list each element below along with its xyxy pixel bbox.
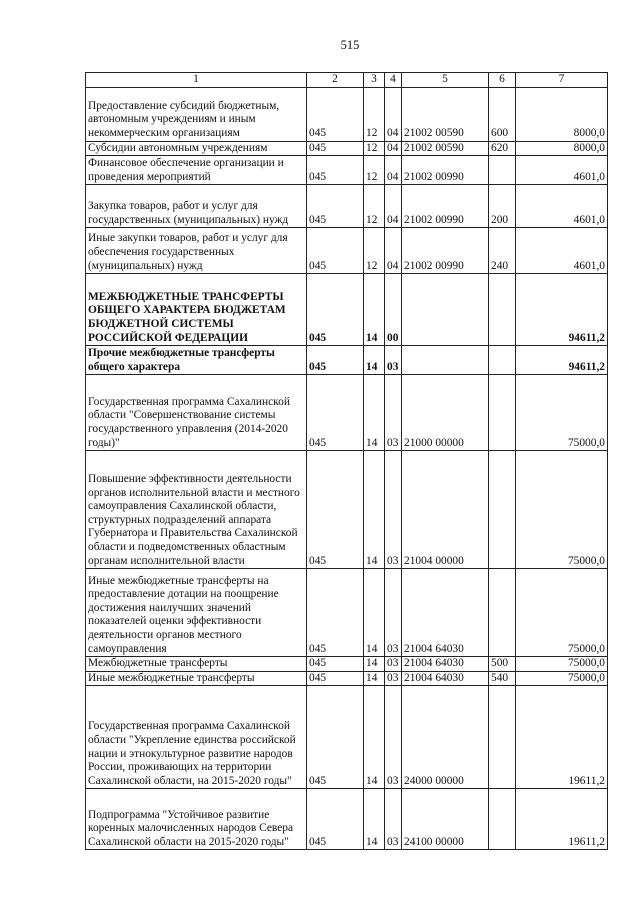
row-name-cell: Предоставление субсидий бюджетным, автономным учреждениям и иным некоммерческим организациям <box>86 87 307 141</box>
section-code-cell: 14 <box>364 451 385 569</box>
target-code-cell: 21004 64030 <box>402 569 489 657</box>
table-row <box>86 228 608 274</box>
table-row <box>86 87 608 141</box>
row-name-cell: Государственная программа Сахалинской области "Совершенствование системы государственного управления (2014-2020 годы)" <box>86 375 307 451</box>
target-code-cell <box>402 346 489 375</box>
subsection-code-cell: 04 <box>385 87 402 141</box>
expense-type-cell <box>489 451 516 569</box>
row-name-cell: Государственная программа Сахалинской области "Укрепление единства российской нации и этнокультурное развитие народов России, проживающих на территории Сахалинской области, на 2015-2020 годы" <box>86 686 307 789</box>
table-row <box>86 185 608 228</box>
amount-cell: 19611,2 <box>516 789 608 850</box>
target-code-cell <box>402 274 489 346</box>
table-row <box>86 346 608 375</box>
amount-cell: 75000,0 <box>516 671 608 686</box>
section-code-cell: 12 <box>364 141 385 156</box>
target-code-cell: 21002 00590 <box>402 141 489 156</box>
table-row <box>86 657 608 672</box>
section-code-cell: 12 <box>364 185 385 228</box>
column-header: 3 <box>364 73 385 88</box>
expense-type-cell: 540 <box>489 671 516 686</box>
amount-cell: 94611,2 <box>516 346 608 375</box>
table-row <box>86 274 608 346</box>
row-name-cell: Повышение эффективности деятельности органов исполнительной власти и местного самоуправления Сахалинской области, структурных подразделений аппарата Губернатора и Правительства Сахалинской области и подведомственных областным органам исполнительной власти <box>86 451 307 569</box>
admin-code-cell: 045 <box>307 686 364 789</box>
subsection-code-cell: 04 <box>385 141 402 156</box>
table-row <box>86 686 608 789</box>
amount-cell: 94611,2 <box>516 274 608 346</box>
amount-cell: 75000,0 <box>516 569 608 657</box>
target-code-cell: 21002 00990 <box>402 156 489 185</box>
column-header: 1 <box>86 73 307 88</box>
expense-type-cell <box>489 274 516 346</box>
column-header: 5 <box>402 73 489 88</box>
expense-type-cell: 500 <box>489 657 516 672</box>
subsection-code-cell: 03 <box>385 671 402 686</box>
section-code-cell: 14 <box>364 346 385 375</box>
subsection-code-cell: 03 <box>385 375 402 451</box>
amount-cell: 4601,0 <box>516 228 608 274</box>
admin-code-cell: 045 <box>307 671 364 686</box>
subsection-code-cell: 03 <box>385 451 402 569</box>
amount-cell: 75000,0 <box>516 375 608 451</box>
amount-cell: 75000,0 <box>516 657 608 672</box>
amount-cell: 4601,0 <box>516 185 608 228</box>
expense-type-cell <box>489 156 516 185</box>
row-name-cell: Иные межбюджетные трансферты <box>86 671 307 686</box>
row-name-cell: МЕЖБЮДЖЕТНЫЕ ТРАНСФЕРТЫ ОБЩЕГО ХАРАКТЕРА БЮДЖЕТАМ БЮДЖЕТНОЙ СИСТЕМЫ РОССИЙСКОЙ ФЕДЕРАЦИИ <box>86 274 307 346</box>
table-row <box>86 451 608 569</box>
admin-code-cell: 045 <box>307 274 364 346</box>
column-header: 6 <box>489 73 516 88</box>
column-header: 2 <box>307 73 364 88</box>
row-name-cell: Закупка товаров, работ и услуг для государственных (муниципальных) нужд <box>86 185 307 228</box>
target-code-cell: 21004 64030 <box>402 657 489 672</box>
target-code-cell: 21002 00590 <box>402 87 489 141</box>
expense-type-cell: 620 <box>489 141 516 156</box>
admin-code-cell: 045 <box>307 451 364 569</box>
admin-code-cell: 045 <box>307 228 364 274</box>
expense-type-cell <box>489 346 516 375</box>
row-name-cell: Подпрограмма "Устойчивое развитие коренных малочисленных народов Севера Сахалинской области на 2015-2020 годы" <box>86 789 307 850</box>
table-header-row <box>86 73 608 88</box>
row-name-cell: Субсидии автономным учреждениям <box>86 141 307 156</box>
expense-type-cell <box>489 375 516 451</box>
row-name-cell: Финансовое обеспечение организации и проведения мероприятий <box>86 156 307 185</box>
admin-code-cell: 045 <box>307 789 364 850</box>
expense-type-cell <box>489 569 516 657</box>
admin-code-cell: 045 <box>307 156 364 185</box>
section-code-cell: 12 <box>364 156 385 185</box>
budget-table <box>85 72 608 850</box>
admin-code-cell: 045 <box>307 346 364 375</box>
expense-type-cell: 240 <box>489 228 516 274</box>
section-code-cell: 14 <box>364 686 385 789</box>
amount-cell: 8000,0 <box>516 87 608 141</box>
target-code-cell: 21002 00990 <box>402 185 489 228</box>
subsection-code-cell: 03 <box>385 657 402 672</box>
row-name-cell: Иные межбюджетные трансферты на предоставление дотации на поощрение достижения наилучших значений показателей оценки эффективности деятельности органов местного самоуправления <box>86 569 307 657</box>
table-row <box>86 789 608 850</box>
section-code-cell: 14 <box>364 274 385 346</box>
subsection-code-cell: 03 <box>385 346 402 375</box>
subsection-code-cell: 03 <box>385 686 402 789</box>
column-header: 7 <box>516 73 608 88</box>
table-row <box>86 671 608 686</box>
subsection-code-cell: 03 <box>385 789 402 850</box>
subsection-code-cell: 04 <box>385 156 402 185</box>
row-name-cell: Иные закупки товаров, работ и услуг для обеспечения государственных (муниципальных) нужд <box>86 228 307 274</box>
page-number: 515 <box>340 38 360 52</box>
subsection-code-cell: 00 <box>385 274 402 346</box>
section-code-cell: 12 <box>364 228 385 274</box>
expense-type-cell <box>489 686 516 789</box>
admin-code-cell: 045 <box>307 141 364 156</box>
section-code-cell: 12 <box>364 87 385 141</box>
amount-cell: 75000,0 <box>516 451 608 569</box>
target-code-cell: 24100 00000 <box>402 789 489 850</box>
admin-code-cell: 045 <box>307 375 364 451</box>
target-code-cell: 21004 64030 <box>402 671 489 686</box>
table-row <box>86 141 608 156</box>
table-row <box>86 156 608 185</box>
target-code-cell: 21004 00000 <box>402 451 489 569</box>
row-name-cell: Межбюджетные трансферты <box>86 657 307 672</box>
admin-code-cell: 045 <box>307 87 364 141</box>
subsection-code-cell: 04 <box>385 228 402 274</box>
subsection-code-cell: 03 <box>385 569 402 657</box>
subsection-code-cell: 04 <box>385 185 402 228</box>
amount-cell: 8000,0 <box>516 141 608 156</box>
section-code-cell: 14 <box>364 375 385 451</box>
amount-cell: 4601,0 <box>516 156 608 185</box>
target-code-cell: 21002 00990 <box>402 228 489 274</box>
table-row <box>86 375 608 451</box>
section-code-cell: 14 <box>364 569 385 657</box>
amount-cell: 19611,2 <box>516 686 608 789</box>
section-code-cell: 14 <box>364 657 385 672</box>
table-body <box>86 87 608 850</box>
expense-type-cell: 200 <box>489 185 516 228</box>
row-name-cell: Прочие межбюджетные трансферты общего характера <box>86 346 307 375</box>
column-header: 4 <box>385 73 402 88</box>
target-code-cell: 24000 00000 <box>402 686 489 789</box>
section-code-cell: 14 <box>364 671 385 686</box>
target-code-cell: 21000 00000 <box>402 375 489 451</box>
admin-code-cell: 045 <box>307 185 364 228</box>
admin-code-cell: 045 <box>307 569 364 657</box>
expense-type-cell: 600 <box>489 87 516 141</box>
table-row <box>86 569 608 657</box>
admin-code-cell: 045 <box>307 657 364 672</box>
section-code-cell: 14 <box>364 789 385 850</box>
expense-type-cell <box>489 789 516 850</box>
